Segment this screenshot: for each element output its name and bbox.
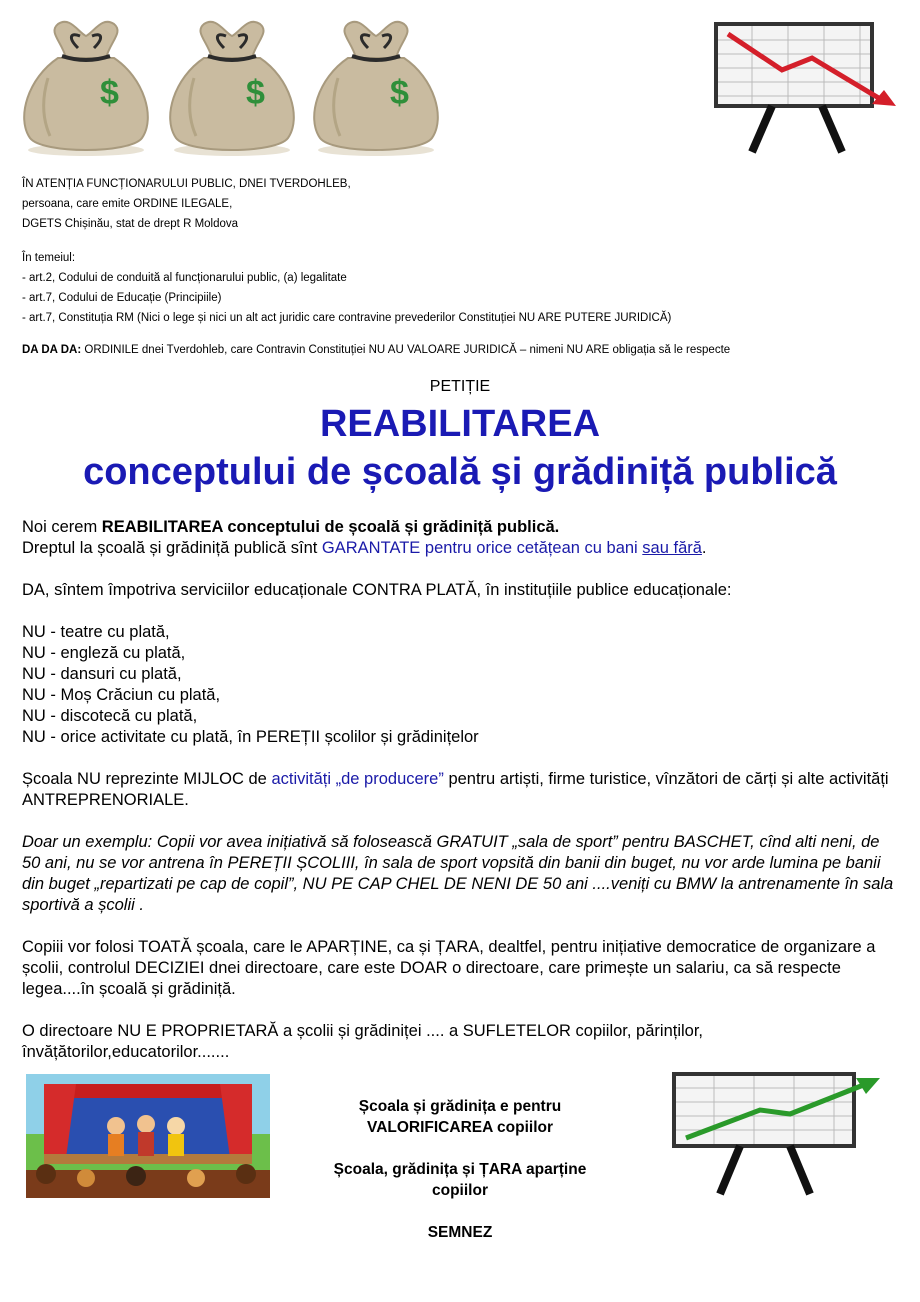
dollar-sign-2: $ xyxy=(246,74,265,112)
list-item: NU - discotecă cu plată, xyxy=(22,707,198,725)
theatre-illustration xyxy=(26,1074,270,1198)
paragraph-example: Doar un exemplu: Copii vor avea inițiativă să folosească GRATUIT „sala de sport” pentru BASCHET, cînd alti neni, de 50 ani, nu se vor antrena în PEREȚII ȘCOLIII, în sala de sport vopsită din banii din buget, nu vor arde lumina pe banii din buget „repartizati pe cap de copil”, NU PE CAP CHEL DE NENI DE 50 ani ....veniți cu BMW la antrenamente în sala sportivă a școlii . xyxy=(22,833,894,914)
dadada-label: DA DA DA: xyxy=(22,344,82,356)
dadada-line xyxy=(22,342,912,358)
text-span-blue: activități „de producere” xyxy=(271,770,444,788)
paragraph-director: O directoare NU E PROPRIETARĂ a școlii și grădiniței .... a SUFLETELOR copiilor, părinților, învățătorilor,educatorilor....... xyxy=(22,1022,704,1061)
dollar-sign-1: $ xyxy=(100,74,119,112)
footer-slogan xyxy=(290,1096,630,1243)
text-span: . xyxy=(701,539,707,557)
list-item: NU - engleză cu plată, xyxy=(22,644,186,662)
text-span: Dreptul la școală și grădiniță publică sînt xyxy=(22,539,322,557)
chart-up-icon xyxy=(670,1070,885,1200)
addressee-line: DGETS Chișinău, stat de drept R Moldova xyxy=(22,218,239,230)
text-span: pentru artiști, firme turistice, vînzători de cărți și alte activități ANTREPRENORIALE. xyxy=(22,770,889,809)
addressee-line: persoana, care emite ORDINE ILEGALE, xyxy=(22,198,233,210)
list-item: NU - dansuri cu plată, xyxy=(22,665,182,683)
slogan-line: Școala, grădinița și ȚARA aparține xyxy=(333,1161,587,1178)
text-span-blue: GARANTATE pentru orice cetățean cu bani xyxy=(321,539,643,557)
dadada-text: ORDINILE dnei Tverdohleb, care Contravin Constituției NU AU VALOARE JURIDICĂ – nimeni NU ARE obligația să le respecte xyxy=(81,344,731,356)
money-bags xyxy=(18,18,448,158)
text-span-bold: REABILITAREA conceptului de școală și grădiniță publică. xyxy=(101,518,560,536)
no-list xyxy=(22,622,902,748)
grounds-block xyxy=(22,250,912,326)
signature-label: SEMNEZ xyxy=(427,1224,493,1241)
grounds-item: - art.7, Codului de Educație (Principiile) xyxy=(22,292,222,304)
grounds-item: - art.7, Constituția RM (Nici o lege și nici un alt act juridic care contravine prevederilor Constituției NU ARE PUTERE JURIDICĂ) xyxy=(22,312,672,324)
list-item: NU - teatre cu plată, xyxy=(22,623,170,641)
chart-down-icon xyxy=(712,20,902,155)
body-text xyxy=(22,517,902,1063)
text-span: Școala NU reprezinte MIJLOC de xyxy=(22,770,272,788)
title-line-1: REABILITAREA xyxy=(319,403,601,445)
slogan-line: VALORIFICAREA copiilor xyxy=(367,1119,553,1136)
list-item: NU - orice activitate cu plată, în PEREȚII școlilor și grădinițelor xyxy=(22,728,479,746)
paragraph-school xyxy=(22,769,902,811)
list-item: NU - Moș Crăciun cu plată, xyxy=(22,686,221,704)
paragraph-demand xyxy=(22,517,902,538)
title-line-2: conceptului de școală și grădiniță publică xyxy=(83,451,837,493)
addressee-block xyxy=(22,176,902,232)
paragraph-right xyxy=(22,538,902,559)
addressee-line: ÎN ATENȚIA FUNCȚIONARULUI PUBLIC, DNEI TVERDOHLEB, xyxy=(22,178,351,190)
slogan-line: Școala și grădinița e pentru xyxy=(358,1098,562,1115)
paragraph-children: Copiii vor folosi TOATĂ școala, care le APARȚINE, ca și ȚARA, dealtfel, pentru inițiative democratice de organizare a școlii, controlul DECIZIEI dnei directoare, care este DOAR o directoare, care primește un salariu, ca să respecte legea....în școală și grădiniță. xyxy=(22,938,876,998)
text-span: Noi cerem xyxy=(22,518,102,536)
dollar-sign-3: $ xyxy=(390,74,409,112)
paragraph-against: DA, sîntem împotriva serviciilor educaționale CONTRA PLATĂ, în instituțiile publice educaționale: xyxy=(22,581,732,599)
grounds-item: - art.2, Codului de conduită al funcționarului public, (a) legalitate xyxy=(22,272,347,284)
slogan-line: copiilor xyxy=(432,1182,488,1199)
petition-label: PETIȚIE xyxy=(429,378,491,395)
grounds-title: În temeiul: xyxy=(22,252,76,264)
link-sau-fara[interactable]: sau fără xyxy=(642,539,702,557)
